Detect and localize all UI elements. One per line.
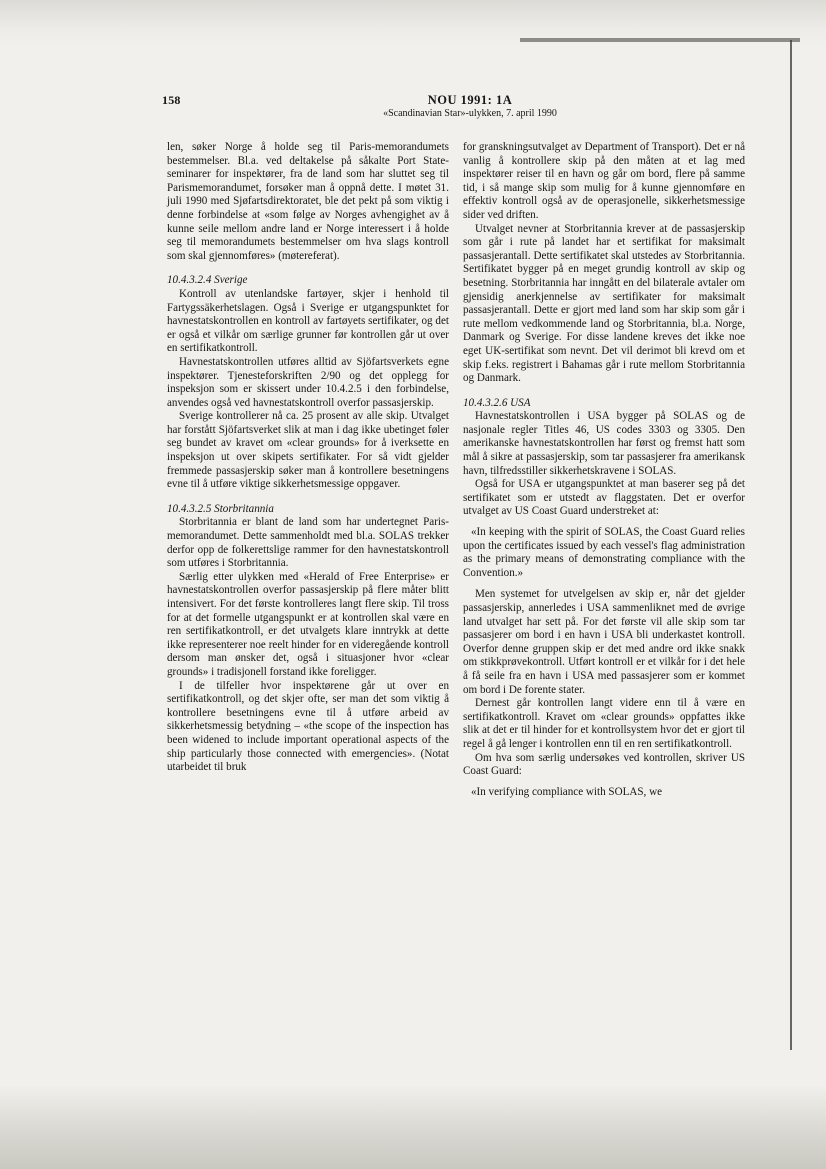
page-number: 158 xyxy=(162,93,181,107)
paragraph: Også for USA er utgangspunktet at man baserer seg på det sertifikatet som er utstedt av flaggstaten. Det er overfor utvalget av US Coast Guard understreket at: xyxy=(463,478,745,518)
paragraph: Havnestatskontrollen i USA bygger på SOLAS og de nasjonale regler Titles 46, US codes 3303 og 3305. Den amerikanske havnestatskontrollen har først og fremst hatt som mål å sikre at passasjerskip, som tar passasjerer fra amerikansk havn, tilfredsstiller sikkerhetskravene i SOLAS. xyxy=(463,410,745,477)
paragraph: Om hva som særlig undersøkes ved kontrollen, skriver US Coast Guard: xyxy=(463,751,745,778)
page-binding-edge xyxy=(790,40,792,1050)
section-heading-storbritannia: 10.4.3.2.5 Storbritannia xyxy=(167,502,274,515)
paragraph: Særlig etter ulykken med «Herald of Free Enterprise» er havnestatskontrollen overfor passasjerskip på flere måter blitt intensivert. For det første kontrolleres langt flere skip. Til tross for at det formelle utgangspunkt er at kontrollen skal være en ren sertifikatkontroll, er det utvalgets klare inntrykk at dette ikke representerer noe reelt hinder for en videregående kontroll dersom man ønsker det, også i situasjoner hvor «clear grounds» i tradisjonell forstand ikke foreligger. xyxy=(167,570,449,678)
left-column xyxy=(167,141,449,775)
scan-bottom-shadow xyxy=(0,1085,826,1169)
paragraph: for granskningsutvalget av Department of Transport). Det er nå vanlig å kontrollere skip på den måten at et lag med inspektører reiser til en havn og går om bord, flere på samme tid, i så mange skip som mulig for å kunne gjennomføre en effektiv kontroll også av de operasjonelle, sikkerhetsmessige sider ved driften. xyxy=(463,141,745,221)
paragraph: Men systemet for utvelgelsen av skip er, når det gjelder passasjerskip, annerledes i USA sammenliknet med de øvrige land utvalget har sett på. For det første vil alle skip som tar passasjerer om bord i en havn i USA bli underkastet kontroll. Overfor denne gruppen skip er det med andre ord ikke snakk om stikkprøvekontroll. Utført kontroll er et vilkår for i det hele å få seile fra en havn i USA med passasjerer som er kommet om bord i De forente stater. xyxy=(463,588,745,696)
block-quote: «In keeping with the spirit of SOLAS, the Coast Guard relies upon the certificates issued by each vessel's flag administration as the primary means of demonstrating compliance with the Convention.» xyxy=(463,526,745,579)
right-column xyxy=(463,141,745,807)
document-title: NOU 1991: 1A xyxy=(427,93,513,107)
paragraph: Havnestatskontrollen utføres alltid av Sjöfartsverkets egne inspektører. Tjenesteforskriften 2/90 og det opplegg for inspeksjon som er skissert under 10.4.2.5 i den forbindelse, anvendes også ved havnestatskontroll overfor passasjerskip. xyxy=(167,355,449,409)
paragraph: len, søker Norge å holde seg til Paris-memorandumets bestemmelser. Bl.a. ved deltakelse på såkalte Port State-seminarer for inspektører, fra de land som har sluttet seg til Parismemorandumet, forsøker man å oppnå dette. I møtet 31. juli 1990 med Sjøfartsdirektoratet, ble det pekt på som viktig i denne forbindelse at «som følge av Norges avhengighet av å kunne seile mellom andre land er Norge interessert i å holde seg til memorandumets bestemmelser om hva slags kontroll som skal gjennomføres» (møtereferat). xyxy=(167,141,449,262)
paragraph: Kontroll av utenlandske fartøyer, skjer i henhold til Fartygssäkerhetslagen. Også i Sverige er utgangspunktet for havnestatskontrollen en kontroll av fartøyets sertifikater, og det er også et vilkår om særlige grunner før kontrollen går ut over en sertifikatkontroll. xyxy=(167,287,449,355)
paragraph: Dernest går kontrollen langt videre enn til å være en sertifikatkontroll. Kravet om «clear grounds» oppfattes ikke slik at det er til hinder for et kontrollsystem hvor det er gjort til regel å gå lenger i kontrollen enn til en ren sertifikatkontroll. xyxy=(463,697,745,750)
section-heading-usa: 10.4.3.2.6 USA xyxy=(463,396,531,409)
section-heading-sverige: 10.4.3.2.4 Sverige xyxy=(167,274,248,287)
block-quote: «In verifying compliance with SOLAS, we xyxy=(471,785,663,798)
document-subtitle: «Scandinavian Star»-ulykken, 7. april 1990 xyxy=(383,108,557,119)
paragraph: Utvalget nevner at Storbritannia krever at de passasjerskip som går i rute på landet har et sertifikat for maksimalt passasjerantall. Dette sertifikatet skal utstedes av Storbritannia. Sertifikatet bygger på en meget grundig kontroll av skip og besetning. Storbritannia har inngått en del bilaterale avtaler om gjensidig anerkjennelse av sertifikater for maksimalt passasjerantall. Dette er gjort med land som har skip som går i rute mellom vedkommende land og Storbritannia, bl.a. Norge, Danmark og Sverige. For disse landene kreves det ikke noe eget UK-sertifikat som nevnt. Det vil derimot bli krevd om et skip f.eks. registrert i Bahamas går i rute mellom Storbritannia og Danmark. xyxy=(463,222,745,385)
paragraph: Sverige kontrollerer nå ca. 25 prosent av alle skip. Utvalget har forstått Sjöfartsverket slik at man i dag ikke ubetinget føler seg bundet av kravet om «clear grounds» for å iverksette en inspeksjon ut over skipets sertifikater. For så vidt gjelder fremmede passasjerskip søker man å kontrollere besetningens evne til å utføre viktige sikkerhetsmessige oppgaver. xyxy=(167,410,449,491)
paragraph: Storbritannia er blant de land som har undertegnet Paris-memorandumet. Dette sammenholdt med bl.a. SOLAS trekker derfor opp de folkerettslige rammer for den havnestatskontroll som utføres i Storbritannia. xyxy=(167,516,449,570)
paragraph: I de tilfeller hvor inspektørene går ut over en sertifikatkontroll, og det skjer ofte, ser man det som viktig å kontrollere besetningens evne til å utføre arbeid av sikkerhetsmessig betydning – «the scope of the inspection has been widened to include important operational aspects of the ship particularly those connected with emergencies». (Notat utarbeidet til bruk xyxy=(167,679,449,774)
scan-artifact-strip xyxy=(520,38,800,42)
